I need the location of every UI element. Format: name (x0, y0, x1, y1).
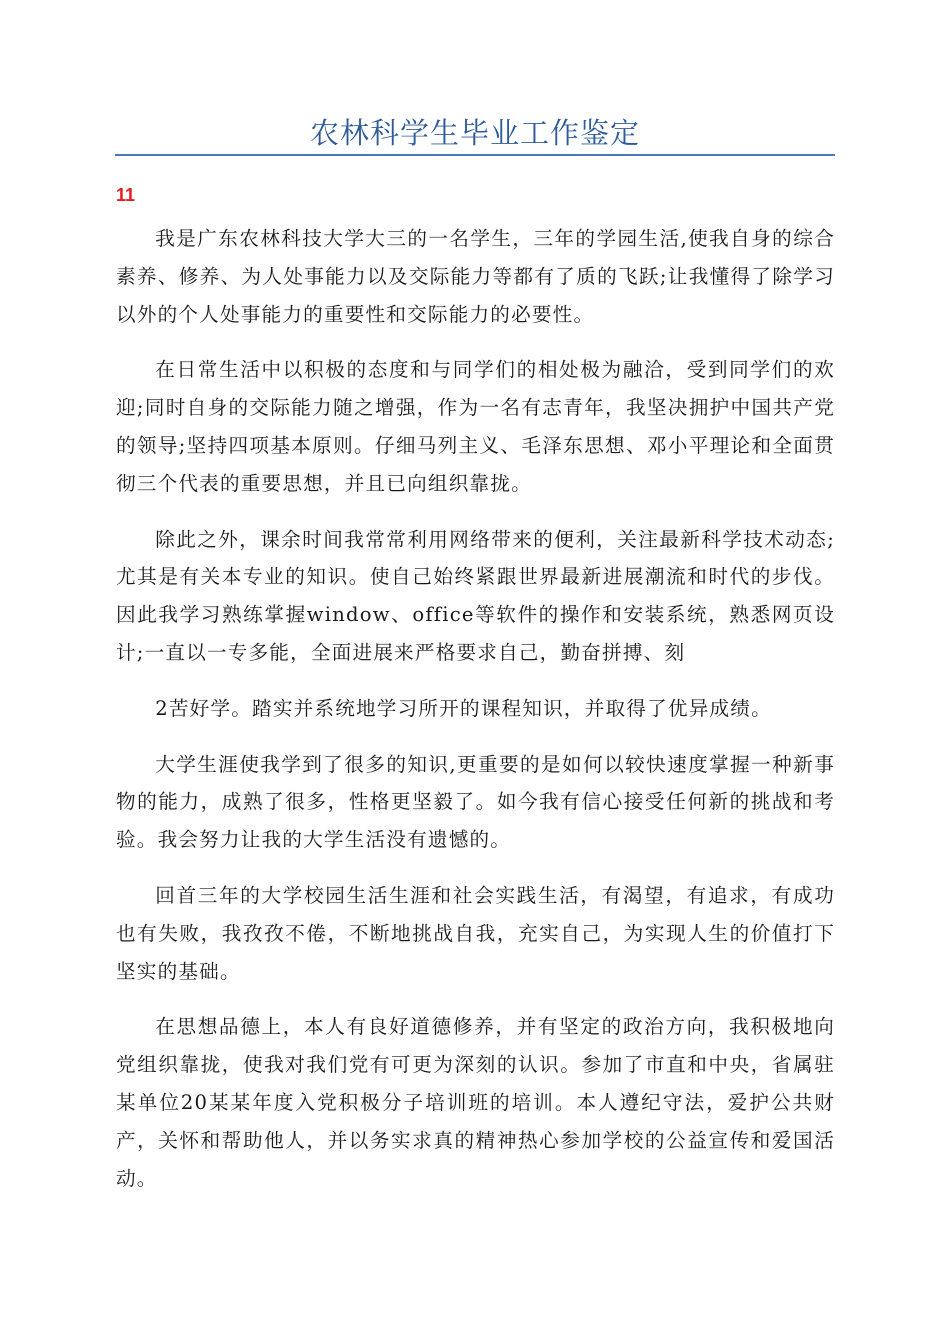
page-number: 11 (116, 185, 136, 205)
paragraph-1: 我是广东农林科技大学大三的一名学生，三年的学园生活,使我自身的综合素养、修养、为人处事能力以及交际能力等都有了质的飞跃;让我懂得了除学习以外的个人处事能力的重要性和交际能力的必要性。 (116, 227, 835, 326)
paragraph-5: 大学生涯使我学到了很多的知识,更重要的是如何以较快速度掌握一种新事物的能力，成熟了很多，性格更坚毅了。如今我有信心接受任何新的挑战和考验。我会努力让我的大学生活没有遗憾的。 (116, 752, 835, 852)
paragraph-7: 在思想品德上，本人有良好道德修养，并有坚定的政治方向，我积极地向党组织靠拢，使我对我们党有可更为深刻的认识。参加了市直和中央，省属驻某单位20某某年度入党积极分子培训班的培训。本人遵纪守法，爱护公共财产，关怀和帮助他人，并以务实求真的精神热心参加学校的公益宣传和爱国活动。 (116, 1015, 835, 1190)
document-body (116, 220, 835, 1215)
paragraph-2: 在日常生活中以积极的态度和与同学们的相处极为融洽，受到同学们的欢迎;同时自身的交际能力随之增强，作为一名有志青年，我坚决拥护中国共产党的领导;坚持四项基本原则。仔细马列主义、毛泽东思想、邓小平理论和全面贯彻三个代表的重要思想，并且已向组织靠拢。 (116, 358, 835, 495)
paragraph-4: 2苦好学。踏实并系统地学习所开的课程知识，并取得了优异成绩。 (155, 696, 772, 720)
paragraph-6: 回首三年的大学校园生活生涯和社会实践生活，有渴望，有追求，有成功也有失败，我孜孜不倦，不断地挑战自我，充实自己，为实现人生的价值打下坚实的基础。 (116, 883, 835, 983)
paragraph-3: 除此之外，课余时间我常常利用网络带来的便利，关注最新科学技术动态;尤其是有关本专业的知识。使自己始终紧跟世界最新进展潮流和时代的步伐。因此我学习熟练掌握window、office等软件的操作和安装系统，熟悉网页设计;一直以一专多能，全面进展来严格要求自己，勤奋拼搏、刻 (116, 527, 835, 664)
page-title: 农林科学生毕业工作鉴定 (309, 116, 640, 150)
title-divider (115, 154, 835, 156)
